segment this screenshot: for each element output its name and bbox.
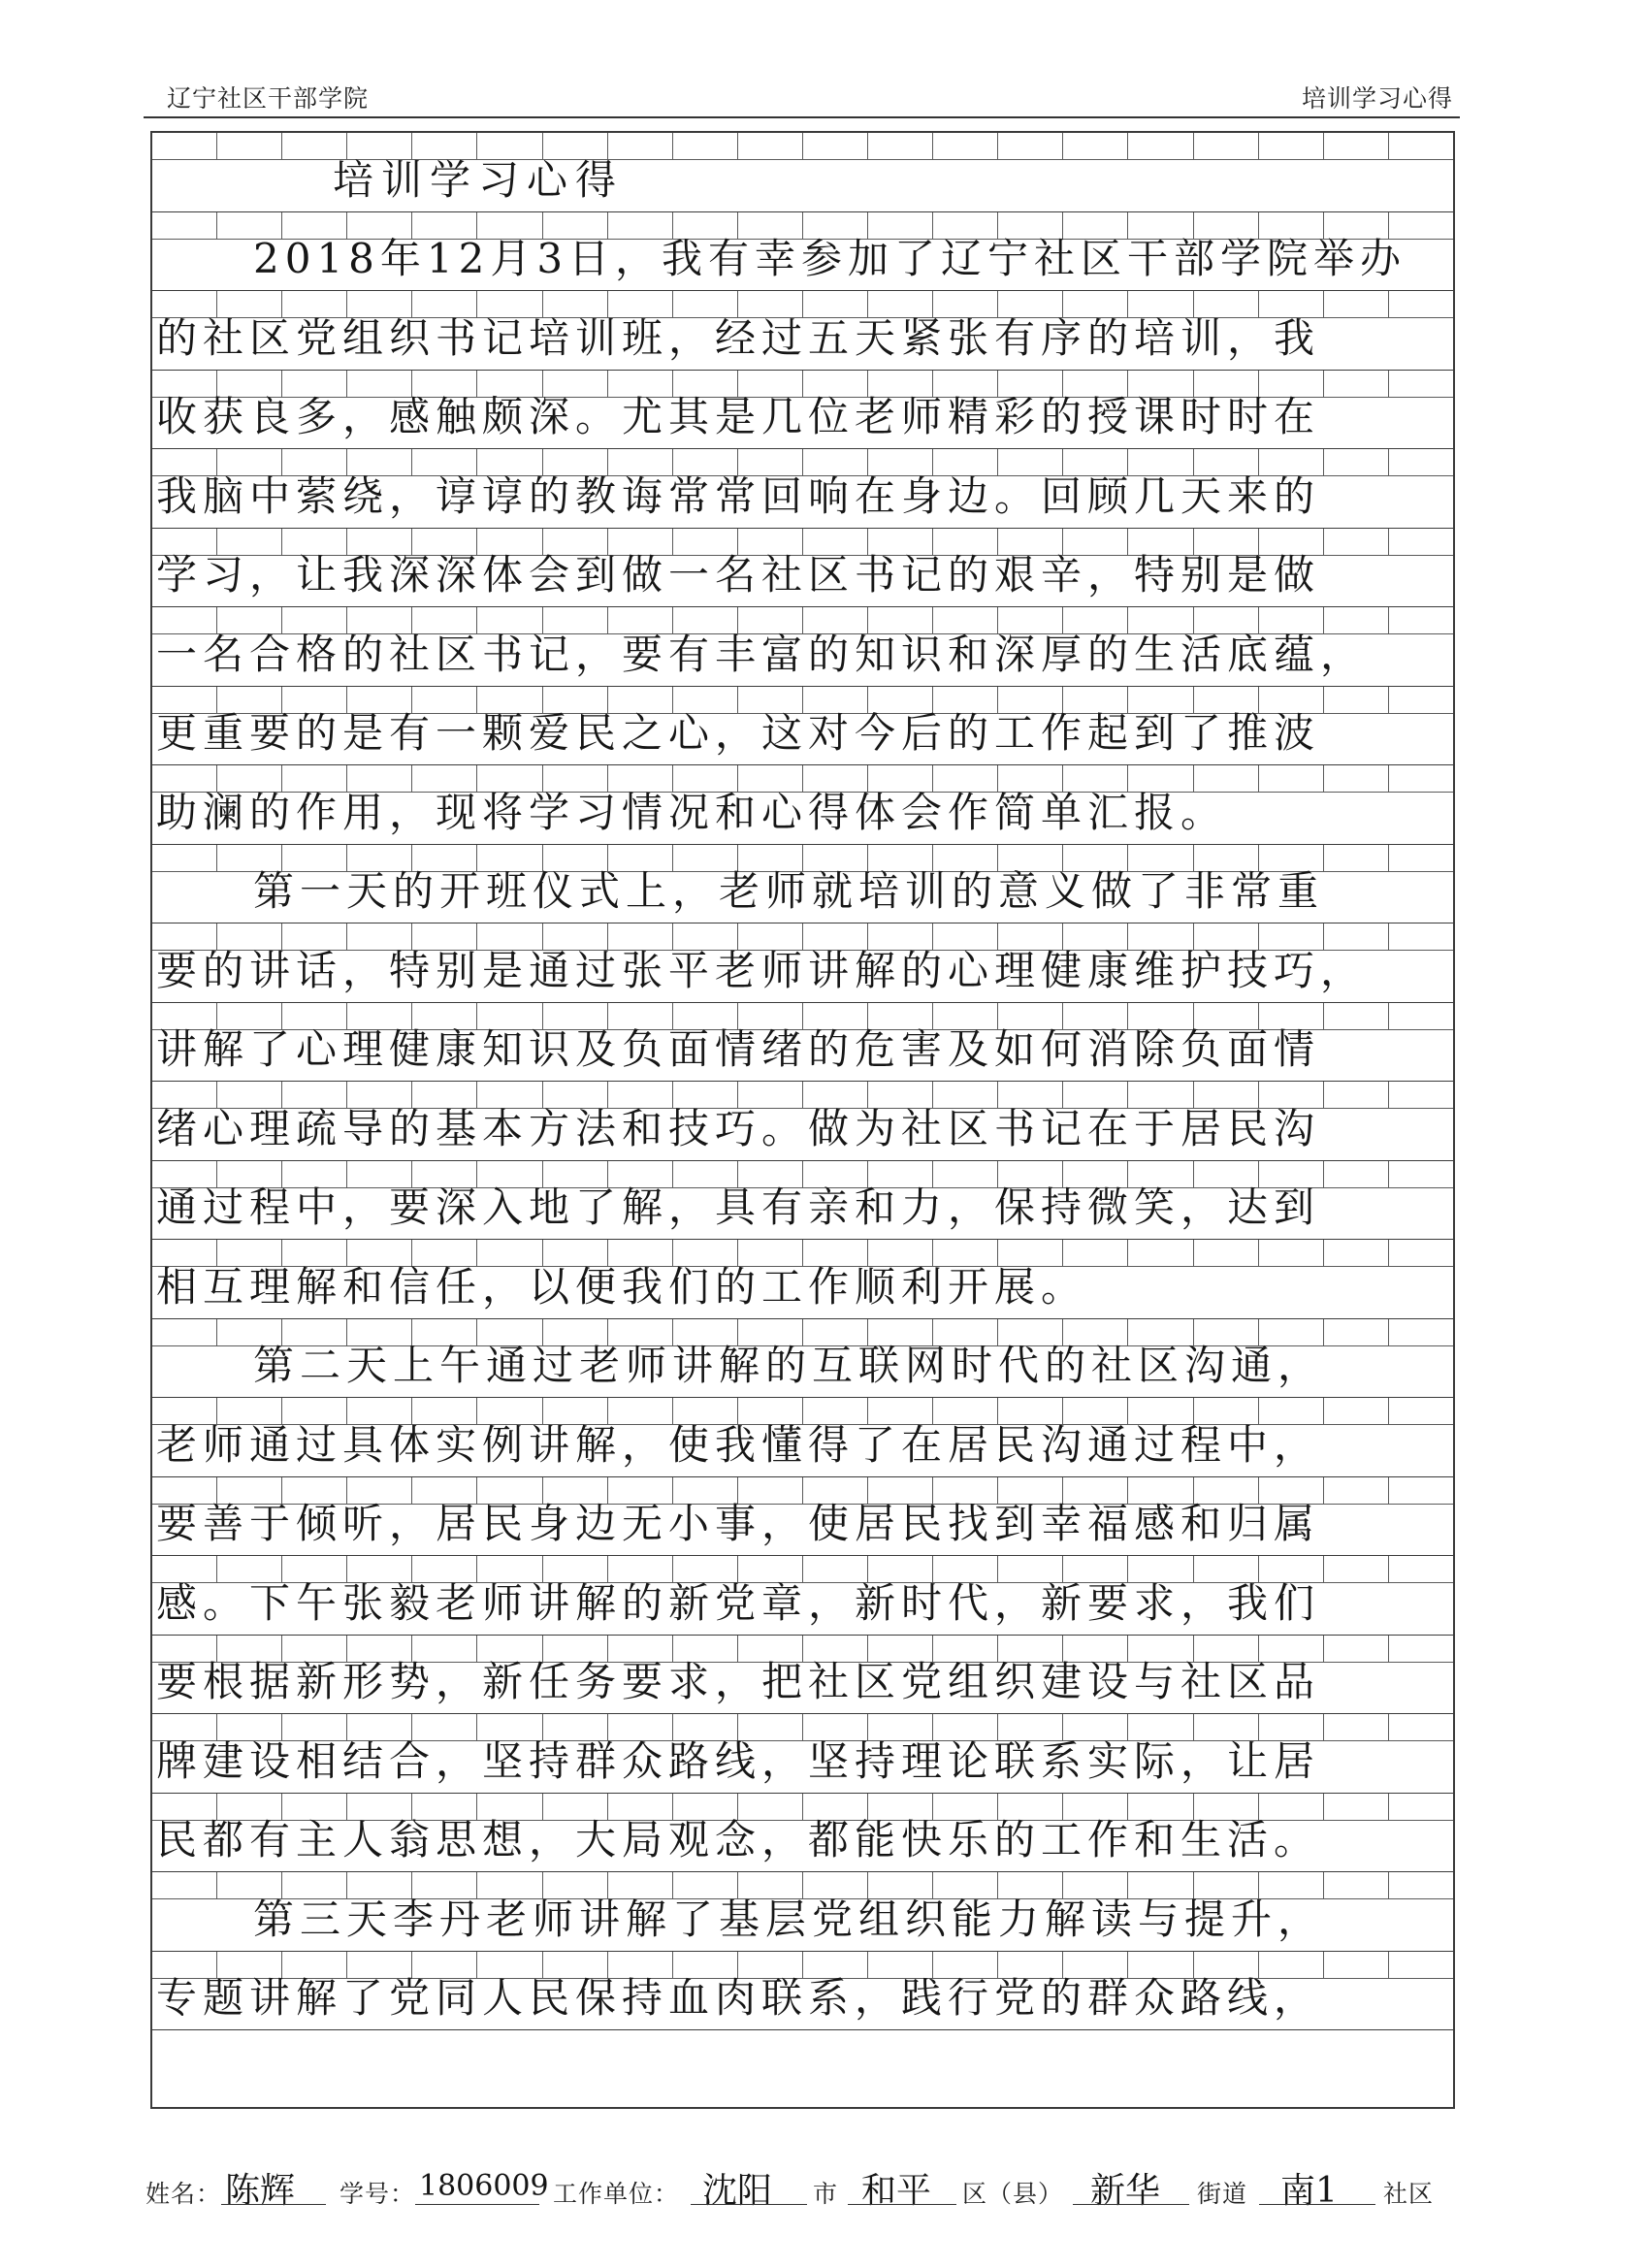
- district-underline: [848, 2204, 956, 2205]
- street-value: 新华: [1090, 2171, 1161, 2211]
- text-row: [152, 1003, 1453, 1083]
- city-underline: [691, 2204, 807, 2205]
- community-label: 社区: [1383, 2180, 1435, 2208]
- document-type-header: 培训学习心得: [1301, 84, 1453, 113]
- community-value: 南1: [1280, 2171, 1338, 2211]
- handwritten-line: 要根据新形势，新任务要求，把社区党组织建设与社区品: [156, 1658, 1321, 1705]
- essay-title: 培训学习心得: [333, 155, 625, 204]
- handwritten-line: 2018年12月3日，我有幸参加了辽宁社区干部学院举办: [253, 235, 1407, 282]
- text-row: [152, 1714, 1453, 1794]
- handwritten-line: 感。下午张毅老师讲解的新党章，新时代，新要求，我们: [156, 1578, 1321, 1627]
- handwritten-line: 相互理解和信任，以便我们的工作顺利开展。: [156, 1262, 1088, 1311]
- text-row: [152, 765, 1453, 845]
- text-row: [152, 1556, 1453, 1636]
- handwritten-line: 绪心理疏导的基本方法和技巧。做为社区书记在于居民沟: [156, 1104, 1321, 1152]
- text-row: [152, 1161, 1453, 1241]
- name-label: 姓名：: [146, 2180, 222, 2208]
- handwritten-line: 学习，让我深深体会到做一名社区书记的艰辛，特别是做: [156, 551, 1321, 599]
- text-row: [152, 1240, 1453, 1319]
- work-unit-label: 工作单位：: [553, 2180, 680, 2208]
- text-row: [152, 529, 1453, 608]
- text-row: [152, 607, 1453, 687]
- handwritten-line: 助澜的作用，现将学习情况和心得体会作简单汇报。: [156, 788, 1228, 836]
- registration-footer: [146, 2165, 1465, 2214]
- name-value: 陈辉: [225, 2171, 296, 2211]
- community-underline: [1259, 2204, 1375, 2205]
- street-underline: [1073, 2204, 1189, 2205]
- handwritten-line: 的社区党组织书记培训班，经过五天紧张有序的培训，我: [156, 313, 1321, 362]
- street-label: 街道: [1197, 2180, 1248, 2208]
- text-row: [152, 1398, 1453, 1477]
- handwritten-line: 专题讲解了党同人民保持血肉联系，践行党的群众路线，: [156, 1974, 1321, 2022]
- handwritten-line: 要善于倾听，居民身边无小事，使居民找到幸福感和归属: [156, 1500, 1321, 1547]
- city-label: 市: [813, 2180, 839, 2208]
- handwritten-line: 讲解了心理健康知识及负面情绪的危害及如何消除负面情: [156, 1025, 1321, 1073]
- text-row: [152, 291, 1453, 371]
- handwritten-line: 第一天的开班仪式上，老师就培训的意义做了非常重: [253, 867, 1325, 915]
- handwritten-line: 一名合格的社区书记，要有丰富的知识和深厚的生活底蕴，: [156, 630, 1368, 678]
- district-label: 区（县）: [962, 2180, 1064, 2208]
- handwritten-line: 民都有主人翁思想，大局观念，都能快乐的工作和生活。: [156, 1816, 1321, 1863]
- handwritten-line: 第二天上午通过老师讲解的互联网时代的社区沟通，: [253, 1342, 1325, 1389]
- text-row: [152, 845, 1453, 924]
- district-value: 和平: [861, 2171, 932, 2211]
- text-row: [152, 371, 1453, 450]
- text-row: [152, 212, 1453, 292]
- handwritten-line: 第三天李丹老师讲解了基层党组织能力解读与提升，: [253, 1895, 1325, 1943]
- city-value: 沈阳: [702, 2171, 773, 2211]
- handwritten-line: 更重要的是有一颗爱民之心，这对今后的工作起到了推波: [156, 709, 1321, 757]
- institution-header: 辽宁社区干部学院: [167, 84, 370, 113]
- text-row: [152, 1636, 1453, 1715]
- text-row: [152, 1794, 1453, 1873]
- handwritten-line: 通过程中，要深入地了解，具有亲和力，保持微笑，达到: [156, 1183, 1321, 1231]
- text-row: [152, 923, 1453, 1003]
- text-row: [152, 687, 1453, 766]
- student-no-underline: [415, 2204, 539, 2205]
- text-row: [152, 449, 1453, 529]
- header-divider: [144, 116, 1460, 118]
- handwritten-line: 收获良多，感触颇深。尤其是几位老师精彩的授课时时在: [156, 393, 1321, 440]
- student-no-value: 1806009: [419, 2169, 549, 2203]
- handwritten-line: 牌建设相结合，坚持群众路线，坚持理论联系实际，让居: [156, 1736, 1321, 1785]
- handwritten-line: 我脑中萦绕，谆谆的教诲常常回响在身边。回顾几天来的: [156, 471, 1321, 520]
- writing-grid: [150, 131, 1455, 2109]
- text-row: [152, 1872, 1453, 1952]
- student-no-label: 学号：: [340, 2180, 416, 2208]
- title-row: [152, 133, 1453, 212]
- text-row: [152, 1082, 1453, 1161]
- text-row: [152, 1952, 1453, 2031]
- row-rule: [152, 2029, 1453, 2030]
- text-row: [152, 1477, 1453, 1557]
- handwritten-line: 要的讲话，特别是通过张平老师讲解的心理健康维护技巧，: [156, 946, 1368, 994]
- text-row: [152, 1319, 1453, 1399]
- handwritten-line: 老师通过具体实例讲解，使我懂得了在居民沟通过程中，: [156, 1420, 1321, 1469]
- name-underline: [221, 2204, 326, 2205]
